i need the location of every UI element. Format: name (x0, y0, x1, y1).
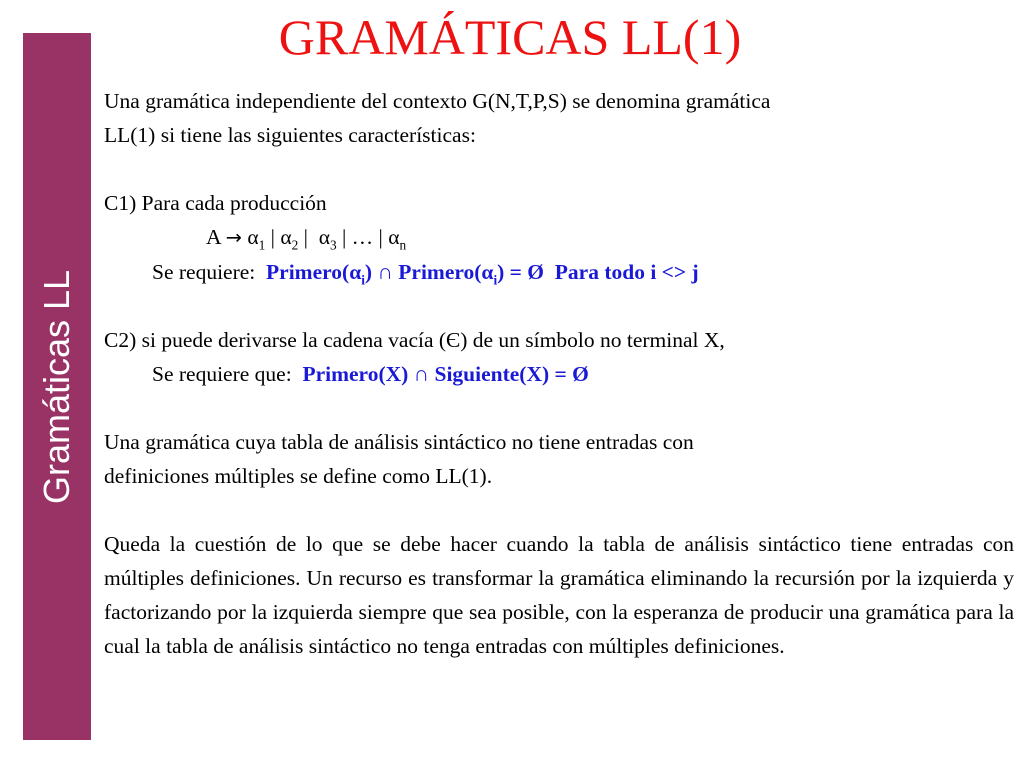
closing-paragraph: Queda la cuestión de lo que se debe hacer cuando la tabla de análisis sintáctico tiene entradas con múltiples definiciones. Un recurso es transformar la gramática eliminando la recursión por la izquierda y factorizando por la izquierda siempre que sea posible, con la esperanza de producir una gramática para la cual la tabla de análisis sintáctico no tenga entradas con múltiples definiciones. (104, 532, 1014, 658)
production-lhs: A (206, 225, 221, 249)
c2-requires-formula: Primero(X) ∩ Siguiente(X) = Ø (302, 362, 589, 386)
slide-title: GRAMÁTICAS LL(1) (278, 9, 742, 65)
c2-requires-label: Se requiere que: (152, 362, 292, 386)
c1-requires-formula: $Primero(\alpha_i)$ ∩ $Primero(\alpha_i)$ = Ø Para todo i <> j (266, 260, 699, 288)
c1-requires-label: Se requiere: (152, 260, 256, 284)
c2-requirement (104, 357, 1014, 391)
c1-heading: C1) Para cada producción (104, 191, 327, 215)
arrow-icon: → (225, 226, 242, 249)
slide-body (104, 84, 1014, 663)
intro-line-1: Una gramática independiente del contexto G(N,T,P,S) se denomina gramática (104, 89, 771, 113)
c2-line: C2) si puede derivarse la cadena vacía (Є) de un símbolo no terminal X, (104, 328, 725, 352)
sidebar-band (23, 33, 91, 740)
intro-line-2: LL(1) si tiene las siguientes características: (104, 123, 476, 147)
sidebar-label: Gramáticas LL (36, 269, 77, 504)
c1-requirement (104, 255, 1014, 289)
definition-line-1: Una gramática cuya tabla de análisis sintáctico no tiene entradas con (104, 430, 694, 454)
definition-line-2: definiciones múltiples se define como LL(1). (104, 464, 493, 488)
production-rule: $A \to \alpha_1$ | $\alpha_2$ | $\alpha_3$ | … | $\alpha_n$ (206, 225, 407, 253)
